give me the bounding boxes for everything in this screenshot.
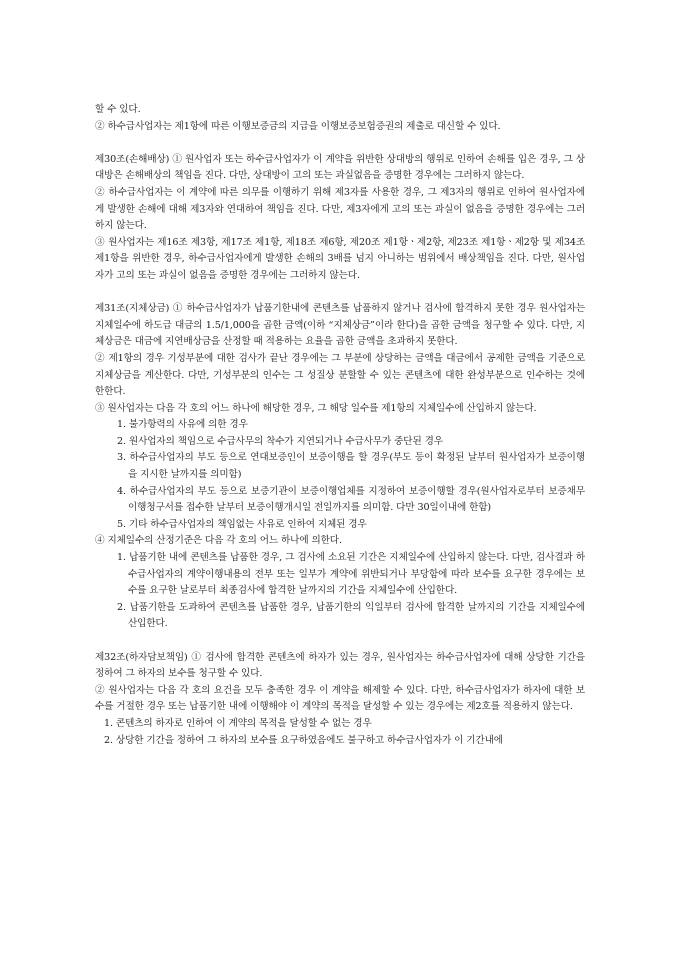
intro-paragraph-2: ② 하수급사업자는 제1항에 따른 이행보증금의 지급을 이행보증보험증권의 제출로 대신할 수 있다. (95, 120, 501, 132)
article-31-item-3-5: 5. 기타 하수급사업자의 책임없는 사유로 인하여 지체된 경우 (117, 518, 367, 530)
article-32-item-2-1: 1. 콘텐츠의 하자로 인하여 이 계약의 목적을 달성할 수 없는 경우 (104, 717, 372, 729)
article-31-paragraph-4: ④ 지체일수의 산정기준은 다음 각 호의 어느 하나에 의한다. (95, 535, 342, 547)
article-30-paragraph-3: ③ 원사업자는 제16조 제3항, 제17조 제1항, 제18조 제6항, 제20조 제1항ㆍ제2항, 제23조 제1항ㆍ제2항 및 제34조 제1항을 위반한 경우, 하수급사업자에게 발생한 손해의 3배를 넘지 아니하는 범위에서 배상책임을 진다. 다만, 원사업자가 고의 또는 과실이 없음을 증명한 경우에는 그러하지 않는다. (95, 236, 585, 281)
article-32-paragraph-1: 제32조(하자담보책임) ① 검사에 합격한 콘텐츠에 하자가 있는 경우, 원사업자는 하수급사업자에 대해 상당한 기간을 정하여 그 하자의 보수를 청구할 수 있다. (95, 651, 585, 680)
article-30-paragraph-1: 제30조(손해배상) ① 원사업자 또는 하수급사업자가 이 계약을 위반한 상대방의 행위로 인하여 손해를 입은 경우, 그 상대방은 손해배상의 책임을 진다. 다만, 상대방이 고의 또는 과실없음을 증명한 경우에는 그러하지 않는다. (95, 153, 585, 182)
article-32-item-2-2: 2. 상당한 기간을 정하여 그 하자의 보수를 요구하였음에도 불구하고 하수급사업자가 이 기간내에 (104, 734, 503, 746)
article-31-item-3-4: 4. 하수급사업자의 부도 등으로 보증기관이 보증이행업체를 지정하여 보증이행할 경우(원사업자로부터 보증채무이행청구서를 접수한 날부터 보증이행개시일 전일까지를 의미함. 다만 30일이내에 한함) (117, 485, 585, 514)
article-31-item-3-1: 1. 불가항력의 사유에 의한 경우 (117, 419, 248, 431)
article-31-item-4-2: 2. 납품기한을 도과하여 콘텐츠를 납품한 경우, 납품기한의 익일부터 검사에 합격한 날까지의 기간을 지체일수에 산입한다. (117, 601, 585, 630)
article-31-paragraph-3: ③ 원사업자는 다음 각 호의 어느 하나에 해당한 경우, 그 해당 일수를 제1항의 지체일수에 산입하지 않는다. (95, 402, 537, 414)
article-31-item-4-1: 1. 납품기한 내에 콘텐츠를 납품한 경우, 그 검사에 소요된 기간은 지체일수에 산입하지 않는다. 다만, 검사결과 하수급사업자의 계약이행내용의 전부 또는 일부가 계약에 위반되거나 부당함에 따라 보수를 요구한 경우에는 보수를 요구한 날로부터 최종검사에 합격한 날까지의 기간을 지체일수에 산입한다. (117, 552, 585, 597)
article-31-item-3-2: 2. 원사업자의 책임으로 수급사무의 착수가 지연되거나 수급사무가 중단된 경우 (117, 435, 443, 447)
spacer (95, 135, 585, 152)
article-31-paragraph-1: 제31조(지체상금) ① 하수급사업자가 납품기한내에 콘텐츠를 납품하지 않거나 검사에 합격하지 못한 경우 원사업자는 지체일수에 하도급 대금의 1.5/1,000을 곱한 금액(이하 “지체상금”이라 한다)을 곱한 금액을 청구할 수 있다. 다만, 지체상금은 대금에 지연배상금을 산정할 때 적용하는 요율을 곱한 금액을 초과하지 못한다. (95, 303, 585, 348)
spacer (95, 285, 585, 302)
article-32-paragraph-2: ② 원사업자는 다음 각 호의 요건을 모두 충족한 경우 이 계약을 해제할 수 있다. 다만, 하수급사업자가 하자에 대한 보수를 거절한 경우 또는 납품기한 내에 이행해야 이 계약의 목적을 달성할 수 있는 경우에는 제2호를 적용하지 않는다. (95, 684, 585, 713)
document-page (95, 102, 585, 749)
spacer (95, 633, 585, 650)
article-31-item-3-3: 3. 하수급사업자의 부도 등으로 연대보증인이 보증이행을 할 경우(부도 등이 확정된 날부터 원사업자가 보증이행을 지시한 날까지를 의미함) (117, 452, 585, 481)
article-30-paragraph-2: ② 하수급사업자는 이 계약에 따른 의무를 이행하기 위해 제3자를 사용한 경우, 그 제3자의 행위로 인하여 원사업자에게 발생한 손해에 대해 제3자와 연대하여 책임을 진다. 다만, 제3자에게 고의 또는 과실이 없음을 증명한 경우에는 그러하지 않는다. (95, 186, 585, 232)
article-31-paragraph-2: ② 제1항의 경우 기성부분에 대한 검사가 끝난 경우에는 그 부분에 상당하는 금액을 대금에서 공제한 금액을 기준으로 지체상금을 계산한다. 다만, 기성부분의 인수는 그 성질상 분할할 수 있는 콘텐츠에 대한 완성부분으로 인수하는 것에 한한다. (95, 352, 585, 398)
intro-continuation: 할 수 있다. (95, 104, 141, 115)
